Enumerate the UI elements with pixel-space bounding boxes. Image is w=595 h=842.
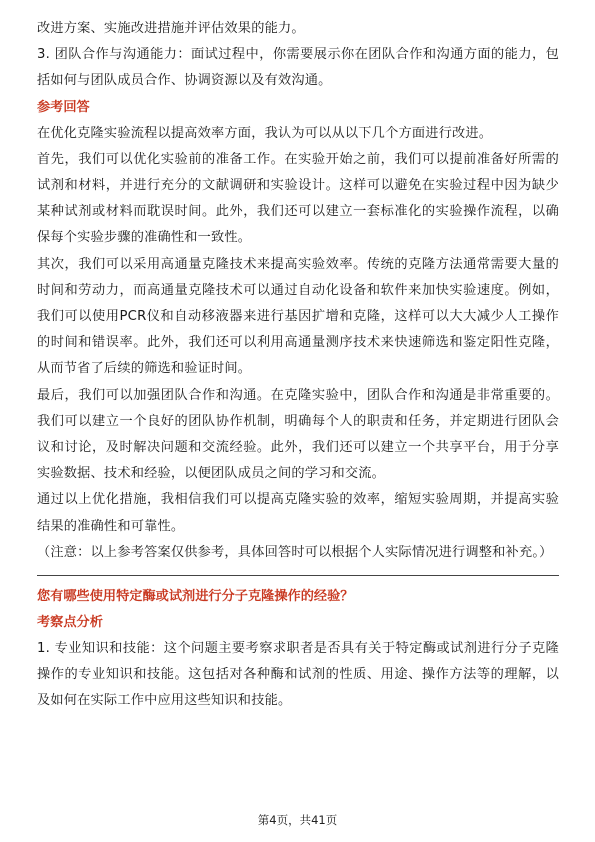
question-title: 您有哪些使用特定酶或试剂进行分子克隆操作的经验？ <box>37 589 354 605</box>
answer-paragraph: 首先，我们可以优化实验前的准备工作。在实验开始之前，我们可以提前准备好所需的试剂和材料，并进行充分的文献调研和实验设计。这样可以避免在实验过程中因为缺少某种试剂或材料而耽误时间。此外，我们还可以建立一套标准化的实验操作流程，以确保每个实验步骤的准确性和一致性。 <box>37 151 559 246</box>
answer-note: （注意：以上参考答案仅供参考，具体回答时可以根据个人实际情况进行调整和补充。） <box>37 544 553 560</box>
intro-continuation: 改进方案、实施改进措施并评估效果的能力。 <box>37 21 305 36</box>
answer-paragraph: 在优化克隆实验流程以提高效率方面，我认为可以从以下几个方面进行改进。 <box>37 125 493 141</box>
page-content <box>37 16 559 715</box>
answer-paragraph: 其次，我们可以采用高通量克隆技术来提高实验效率。传统的克隆方法通常需要大量的时间和劳动力，而高通量克隆技术可以通过自动化设备和软件来加快实验速度。例如，我们可以使用PCR仪和自动移液器来进行基因扩增和克隆，这样可以大大减少人工操作的时间和错误率。此外，我们还可以利用高通量测序技术来快速筛选和鉴定阳性克隆，从而节省了后续的筛选和验证时间。 <box>37 256 559 377</box>
intro-point-3: 3. 团队合作与沟通能力：面试过程中，你需要展示你在团队合作和沟通方面的能力，包括如何与团队成员合作、协调资源以及有效沟通。 <box>37 47 559 89</box>
reference-answer-heading: 参考回答 <box>37 99 90 115</box>
answer-paragraph: 最后，我们可以加强团队合作和沟通。在克隆实验中，团队合作和沟通是非常重要的。我们可以建立一个良好的团队协作机制，明确每个人的职责和任务，并定期进行团队会议和讨论，及时解决问题和交流经验。此外，我们还可以建立一个共享平台，用于分享实验数据、技术和经验，以便团队成员之间的学习和交流。 <box>37 387 559 482</box>
answer-paragraph: 通过以上优化措施，我相信我们可以提高克隆实验的效率，缩短实验周期，并提高实验结果的准确性和可靠性。 <box>37 492 559 534</box>
analysis-heading: 考察点分析 <box>37 615 103 631</box>
analysis-point-1: 1. 专业知识和技能：这个问题主要考察求职者是否具有关于特定酶或试剂进行分子克隆操作的专业知识和技能。这包括对各种酶和试剂的性质、用途、操作方法等的理解，以及如何在实际工作中应用这些知识和技能。 <box>37 641 559 709</box>
page-number: 第4页，共41页 <box>257 813 338 827</box>
section-divider <box>37 575 559 576</box>
